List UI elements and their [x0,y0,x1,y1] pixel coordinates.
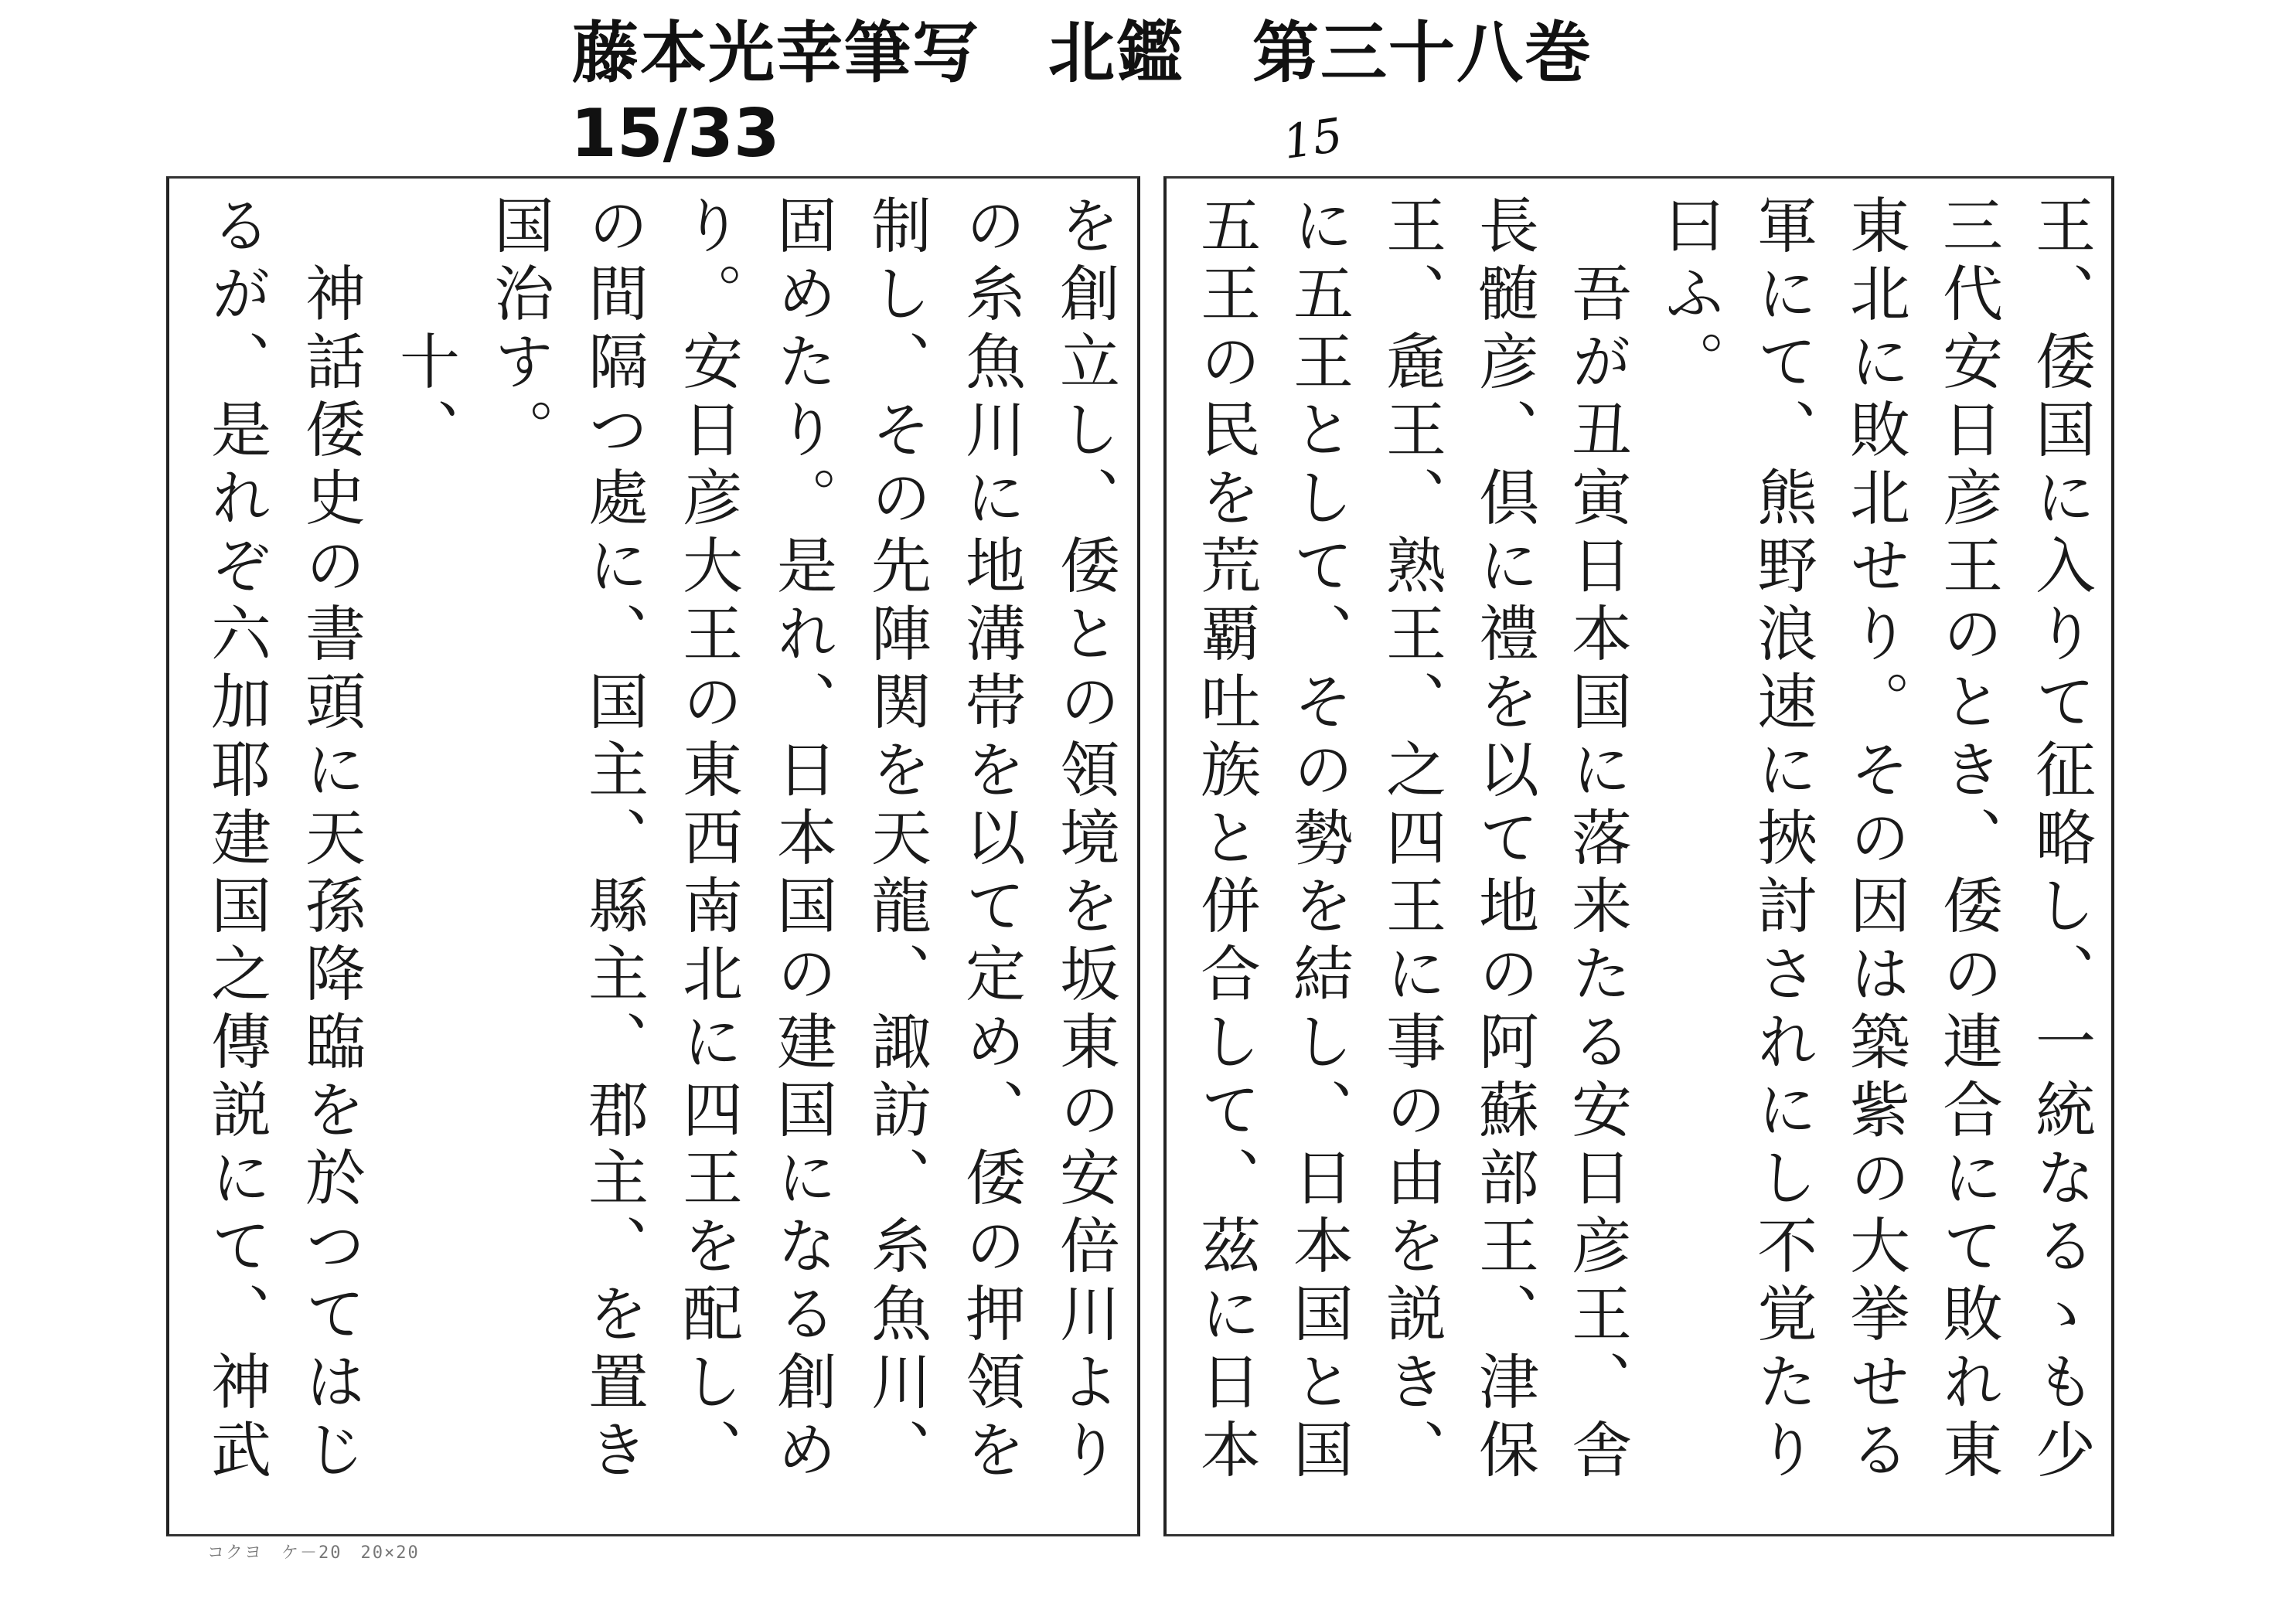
manuscript-sheet [166,176,2114,1536]
text-column: の間隔つ處に、国主、縣主、郡主、を置き [573,194,653,1523]
text-column: 軍にて、熊野浪速に挾討されにし不覚たり [1742,194,1822,1523]
text-column: 王、麁王、熟王、之四王に事の由を説き、 [1371,194,1451,1523]
handwritten-page-number: 15 [1279,108,1346,170]
left-page [166,176,1140,1536]
text-column: 五王の民を荒覇吐族と併合して、茲に日本 [1185,194,1266,1523]
text-column: 神話倭史の書頭に天孫降臨を於つてはじ [290,194,370,1523]
page-counter: 15/33 [571,95,780,172]
text-column: 吾が丑寅日本国に落来たる安日彦王、舎 [1556,194,1637,1523]
text-column: に五王として、その勢を結し、日本国と国 [1278,194,1358,1523]
right-page [1163,176,2114,1536]
text-column: 固めたり。是れ、日本国の建国になる創め [761,194,842,1523]
text-column: の糸魚川に地溝帯を以て定め、倭の押領を [950,194,1030,1523]
text-column: 制し、その先陣関を天龍、諏訪、糸魚川、 [856,194,936,1523]
text-column: 三代安日彦王のとき、倭の連合にて敗れ東 [1927,194,2008,1523]
text-column: るが、是れぞ六加耶建国之傳説にて、神武 [196,194,276,1523]
text-column: 十、 [384,194,465,1523]
text-column: 長髄彦、倶に禮を以て地の阿蘇部王、津保 [1463,194,1544,1523]
text-column: を創立し、倭との領境を坂東の安倍川より [1044,194,1125,1523]
text-column: 曰ふ。 [1649,194,1729,1523]
paper-brand-stamp: コクヨ ケ－20 20×20 [207,1543,420,1563]
text-column: 王、倭国に入りて征略し、一統なるゝも少 [2020,194,2100,1523]
text-column: 東北に敗北せり。その因は築紫の大挙せる [1834,194,1915,1523]
text-column: り。安日彦大王の東西南北に四王を配し、 [667,194,748,1523]
text-column: 国治す。 [479,194,559,1523]
document-title: 藤本光幸筆写 北鑑 第三十八巻 [572,15,1593,92]
